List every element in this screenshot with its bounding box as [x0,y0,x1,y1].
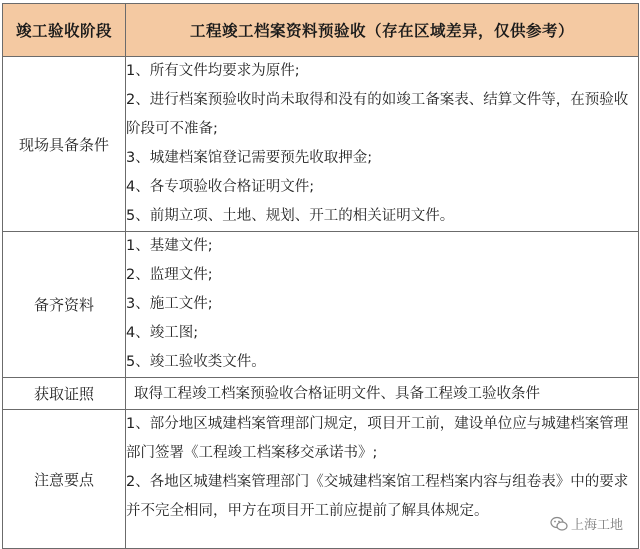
row-content [126,232,639,378]
list-item: 5、前期立项、土地、规划、开工的相关证明文件。 [126,208,455,224]
row-stage-label: 注意要点 [3,410,126,549]
row-stage-label: 现场具备条件 [3,57,126,232]
list-item: 1、基建文件; [126,238,213,254]
list-item: 2、各地区城建档案管理部门《交城建档案馆工程档案内容与组卷表》中的要求并不完全相同，甲方在项目开工前应提前了解具体规定。 [126,474,629,519]
list-item: 4、竣工图; [126,325,199,341]
table-row [3,410,639,549]
watermark-text: 上海工地 [570,518,623,533]
wechat-icon [550,516,568,532]
list-item: 3、施工文件; [126,296,213,312]
table-row [3,232,639,378]
list-item: 2、进行档案预验收时尚未取得和没有的如竣工备案表、结算文件等，在预验收阶段可不准备; [126,92,629,137]
table-row [3,378,639,410]
list-item: 4、各专项验收合格证明文件; [126,179,315,195]
list-item: 1、部分地区城建档案管理部门规定，项目开工前，建设单位应与城建档案管理部门签署《工程竣工档案移交承诺书》; [126,416,629,461]
table-header-row [3,4,639,57]
watermark [547,513,626,534]
table-row [3,57,639,232]
list-item: 2、监理文件; [126,267,213,283]
row-content [126,57,639,232]
row-content [126,378,639,410]
list-item: 1、所有文件均要求为原件; [126,63,300,79]
row-stage-label: 获取证照 [3,378,126,410]
list-item: 3、城建档案馆登记需要预先收取押金; [126,150,373,166]
acceptance-table [2,3,639,549]
header-stage: 竣工验收阶段 [3,4,126,57]
list-item: 取得工程竣工档案预验收合格证明文件、具备工程竣工验收条件 [134,385,540,402]
list-item: 5、竣工验收类文件。 [126,354,266,370]
header-content: 工程竣工档案资料预验收（存在区域差异，仅供参考） [126,4,639,57]
row-stage-label: 备齐资料 [3,232,126,378]
